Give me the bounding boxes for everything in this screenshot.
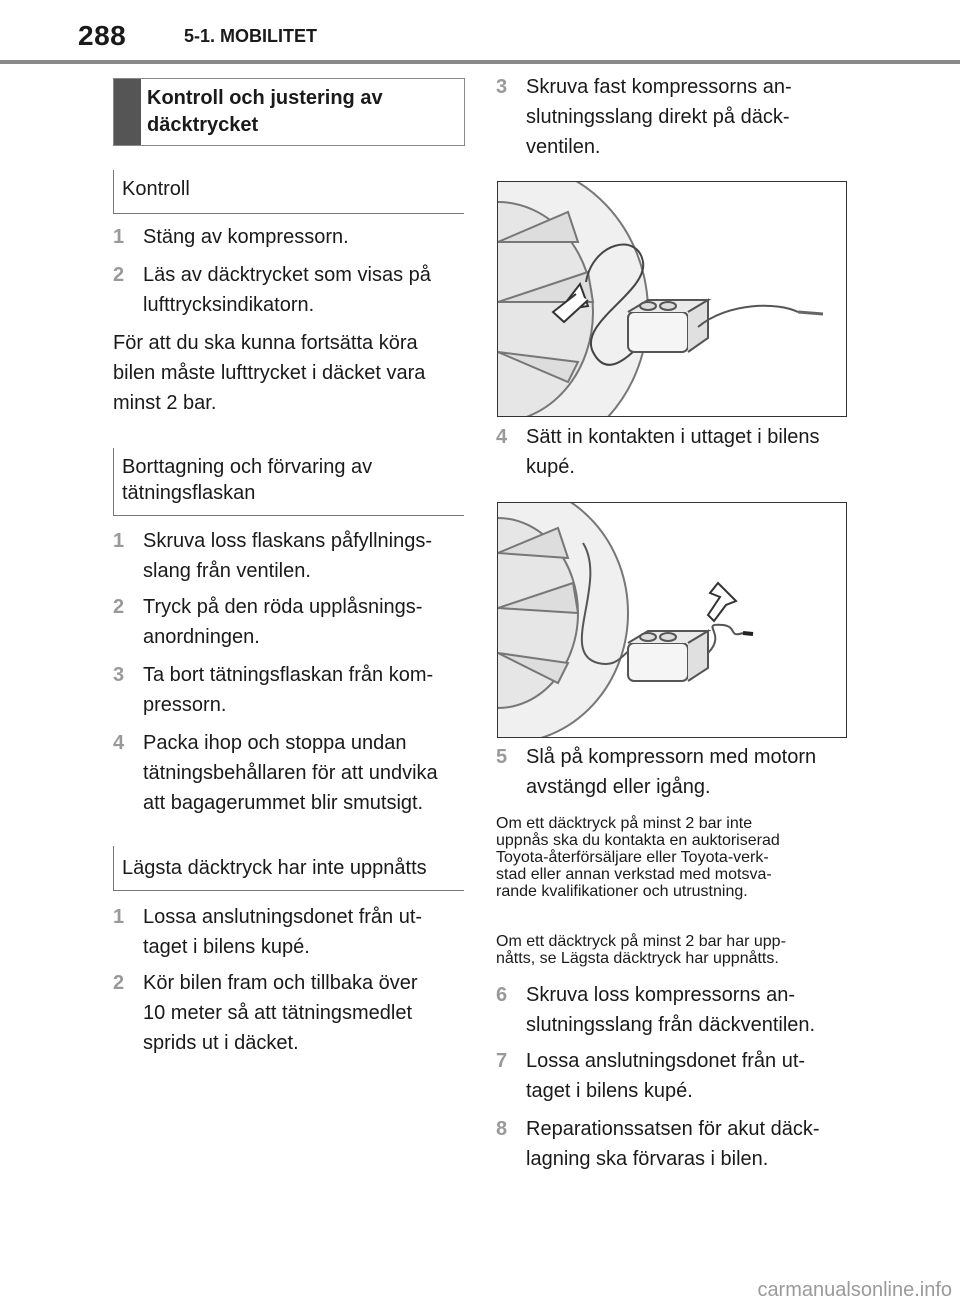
step-number: 1 [113,530,125,552]
step-line: Skruva fast kompressorns an- [526,76,792,98]
compressor-illustration [498,182,846,416]
step-line: Kör bilen fram och tillbaka över [143,972,418,994]
step-line: tätningsbehållaren för att undvika [143,762,438,784]
list-item [496,742,856,802]
step-number: 6 [496,984,508,1006]
step-line: att bagagerummet blir smutsigt. [143,792,424,814]
step-text [143,592,422,652]
section-title-line: Kontroll och justering av [147,87,383,109]
step-line: kupé. [526,456,575,478]
step-line: pressorn. [143,694,227,716]
note-line: Om ett däcktryck på minst 2 bar inte [496,815,753,832]
step-text [526,980,815,1040]
step-number: 8 [496,1118,508,1140]
step-line: Skruva loss flaskans påfyllnings- [143,530,433,552]
compressor-plug-illustration [498,503,846,737]
step-line: slang från ventilen. [143,560,311,582]
step-line: 10 meter så att tätningsmedlet [143,1002,413,1024]
step-number: 4 [113,732,125,754]
step-line: Skruva loss kompressorns an- [526,984,795,1006]
subheading-text: Borttagning och förvaring av [122,456,373,478]
list-item [113,660,463,720]
step-text [143,728,438,818]
watermark: carmanualsonline.info [757,1279,952,1301]
step-text [143,526,432,586]
figure-compressor-plug [497,502,847,738]
paragraph [113,328,463,418]
list-item [113,592,463,652]
step-line: Ta bort tätningsflaskan från kom- [143,664,434,686]
figure-compressor-hose-to-valve [497,181,847,417]
list-item [113,902,463,962]
step-line: anordningen. [143,626,260,648]
page-number: 288 [78,20,127,51]
step-line: avstängd eller igång. [526,776,711,798]
step-line: ventilen. [526,136,601,158]
step-number: 2 [113,972,125,994]
step-line: Lossa anslutningsdonet från ut- [526,1050,806,1072]
step-text [143,968,418,1058]
subheading-borttagning [113,448,464,516]
step-text [143,902,422,962]
step-line: sprids ut i däcket. [143,1032,299,1054]
list-item [113,968,463,1058]
step-text [526,72,792,162]
list-item [113,222,463,252]
chapter-title: 5-1. MOBILITET [184,26,318,46]
note-line: Toyota-återförsäljare eller Toyota-verk- [496,849,769,866]
subheading-text: Lägsta däcktryck har inte uppnåtts [122,857,427,879]
note-line: uppnås ska du kontakta en auktoriserad [496,832,780,849]
section-title-line: däcktrycket [147,114,259,136]
subheading-text: Kontroll [122,178,190,200]
step-line: lagning ska förvaras i bilen. [526,1148,769,1170]
list-item [496,1046,856,1106]
section-title [147,85,383,139]
step-line: slutningsslang från däckventilen. [526,1014,816,1036]
step-number: 4 [496,426,508,448]
step-number: 3 [496,76,508,98]
note-paragraph [496,815,856,900]
section-title-bar [114,79,141,145]
list-item [496,422,856,482]
paragraph-line: minst 2 bar. [113,392,217,414]
paragraph-line: För att du ska kunna fortsätta köra [113,332,418,354]
step-line: Packa ihop och stoppa undan [143,732,407,754]
list-item [496,1114,856,1174]
step-line: Slå på kompressorn med motorn [526,746,817,768]
step-line: Tryck på den röda upplåsnings- [143,596,423,618]
subheading-text: tätningsflaskan [122,482,256,504]
step-line: taget i bilens kupé. [526,1080,693,1102]
step-line: Reparationssatsen för akut däck- [526,1118,820,1140]
list-item [113,260,463,320]
step-number: 1 [113,226,125,248]
step-text [526,742,816,802]
subheading-lagsta [113,846,464,891]
step-line: slutningsslang direkt på däck- [526,106,790,128]
step-text: Stäng av kompressorn. [143,226,349,248]
step-text [526,422,820,482]
step-text [526,1114,820,1174]
step-line: Sätt in kontakten i uttaget i bilens [526,426,820,448]
paragraph-line: bilen måste lufttrycket i däcket vara [113,362,426,384]
step-number: 2 [113,264,125,286]
step-line: Lossa anslutningsdonet från ut- [143,906,423,928]
step-number: 5 [496,746,508,768]
step-number: 1 [113,906,125,928]
step-text [526,1046,805,1106]
step-text [143,260,431,320]
step-text [143,660,433,720]
step-number: 7 [496,1050,508,1072]
list-item [496,72,856,162]
step-line: taget i bilens kupé. [143,936,310,958]
step-line: lufttrycksindikatorn. [143,294,315,316]
section-title-box [113,78,465,146]
note-paragraph [496,933,856,967]
header-rule [0,60,960,64]
subheading-kontroll [113,170,464,214]
list-item [113,728,463,818]
list-item [113,526,463,586]
step-number: 3 [113,664,125,686]
note-line: rande kvalifikationer och utrustning. [496,883,748,900]
list-item [496,980,856,1040]
step-line: Läs av däcktrycket som visas på [143,264,431,286]
step-number: 2 [113,596,125,618]
note-line: Om ett däcktryck på minst 2 bar har upp- [496,933,786,950]
note-line: nåtts, se Lägsta däcktryck har uppnåtts. [496,950,779,967]
note-line: stad eller annan verkstad med motsva- [496,866,772,883]
